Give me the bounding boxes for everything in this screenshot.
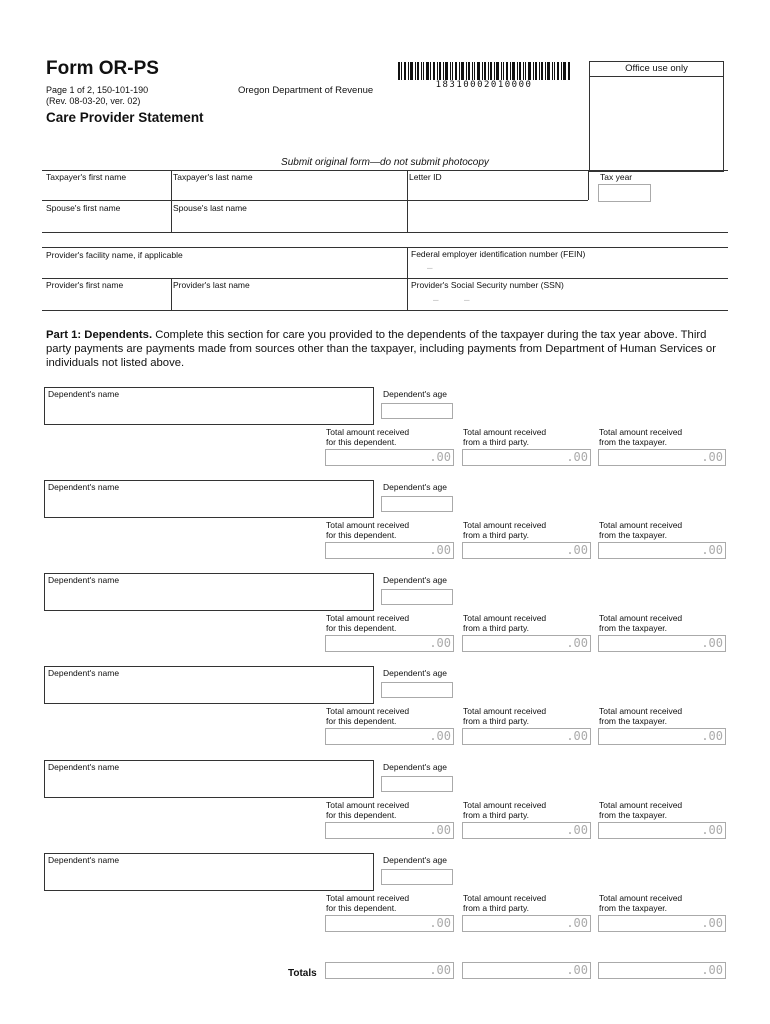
total-amount-input[interactable]: .00	[325, 822, 454, 839]
totals-taxpayer-input[interactable]: .00	[598, 962, 726, 979]
third-party-amount-label: Total amount received from a third party.	[463, 706, 547, 726]
taxpayer-amount-label: Total amount received from the taxpayer.	[599, 706, 683, 726]
taxpayer-amount-input[interactable]: .00	[598, 822, 726, 839]
dependent-age-input[interactable]	[381, 869, 453, 885]
provider-last-name-label: Provider's last name	[173, 280, 250, 290]
barcode-number: 18310002010000	[435, 80, 533, 90]
dependent-age-label: Dependent's age	[383, 389, 448, 399]
dependent-name-label: Dependent's name	[48, 855, 120, 865]
fein-dash: –	[427, 263, 433, 274]
dependent-block	[0, 666, 770, 752]
third-party-amount-input[interactable]: .00	[462, 542, 591, 559]
dependent-age-input[interactable]	[381, 496, 453, 512]
provider-first-name-label: Provider's first name	[46, 280, 124, 290]
department-name: Oregon Department of Revenue	[238, 85, 374, 96]
form-subtitle: Care Provider Statement	[46, 110, 204, 125]
dependent-block	[0, 853, 770, 939]
dependent-name-field[interactable]	[44, 480, 374, 518]
dependent-block	[0, 480, 770, 566]
dependent-name-label: Dependent's name	[48, 482, 120, 492]
total-amount-input[interactable]: .00	[325, 915, 454, 932]
dependent-age-label: Dependent's age	[383, 482, 448, 492]
taxpayer-amount-label: Total amount received from the taxpayer.	[599, 613, 683, 633]
dependent-block	[0, 387, 770, 473]
dependent-age-input[interactable]	[381, 776, 453, 792]
dependent-name-field[interactable]	[44, 853, 374, 891]
third-party-amount-input[interactable]: .00	[462, 728, 591, 745]
revision-info: (Rev. 08-03-20, ver. 02)	[46, 96, 141, 106]
divider	[42, 278, 728, 279]
third-party-amount-label: Total amount received from a third party.	[463, 520, 547, 540]
dependent-block	[0, 573, 770, 659]
divider	[42, 310, 728, 311]
third-party-amount-input[interactable]: .00	[462, 915, 591, 932]
part1-text: Complete this section for care you provided to the dependents of the taxpayer during the tax year above. Third party payments are payments made from sources other than the taxpayer, including payments from Department of Human Services or individuals not listed above.	[46, 329, 716, 369]
total-amount-input[interactable]: .00	[325, 542, 454, 559]
tax-year-label: Tax year	[600, 172, 633, 182]
letter-id-label: Letter ID	[409, 172, 442, 182]
dependent-name-field[interactable]	[44, 387, 374, 425]
dependent-name-label: Dependent's name	[48, 762, 120, 772]
fein-label: Federal employer identification number (FEIN)	[411, 249, 586, 259]
dependent-block	[0, 760, 770, 846]
dependent-name-label: Dependent's name	[48, 668, 120, 678]
total-amount-label: Total amount received for this dependent.	[326, 800, 410, 820]
page-info: Page 1 of 2, 150-101-190	[46, 85, 149, 95]
spouse-first-name-label: Spouse's first name	[46, 203, 121, 213]
dependent-age-label: Dependent's age	[383, 855, 448, 865]
dependent-name-field[interactable]	[44, 573, 374, 611]
third-party-amount-label: Total amount received from a third party.	[463, 427, 547, 447]
total-amount-label: Total amount received for this dependent.	[326, 706, 410, 726]
dependent-name-label: Dependent's name	[48, 575, 120, 585]
office-use-label: Office use only	[590, 62, 723, 77]
submit-note: Submit original form—do not submit photocopy	[281, 157, 489, 168]
taxpayer-amount-input[interactable]: .00	[598, 449, 726, 466]
taxpayer-amount-input[interactable]: .00	[598, 635, 726, 652]
taxpayer-amount-label: Total amount received from the taxpayer.	[599, 427, 683, 447]
total-amount-label: Total amount received for this dependent.	[326, 893, 410, 913]
taxpayer-first-name-label: Taxpayer's first name	[46, 172, 127, 182]
dependent-age-label: Dependent's age	[383, 668, 448, 678]
dependent-age-label: Dependent's age	[383, 762, 448, 772]
totals-total-input[interactable]: .00	[325, 962, 454, 979]
total-amount-label: Total amount received for this dependent.	[326, 613, 410, 633]
divider	[42, 247, 728, 248]
part1-instructions	[46, 328, 728, 370]
taxpayer-amount-input[interactable]: .00	[598, 542, 726, 559]
dependent-name-field[interactable]	[44, 760, 374, 798]
third-party-amount-label: Total amount received from a third party.	[463, 893, 547, 913]
taxpayer-amount-label: Total amount received from the taxpayer.	[599, 800, 683, 820]
dependent-age-input[interactable]	[381, 403, 453, 419]
divider	[42, 200, 588, 201]
office-use-box	[589, 61, 724, 172]
taxpayer-amount-input[interactable]: .00	[598, 915, 726, 932]
tax-year-input[interactable]	[598, 184, 651, 202]
divider	[42, 232, 728, 233]
spouse-last-name-label: Spouse's last name	[173, 203, 247, 213]
dependent-age-input[interactable]	[381, 682, 453, 698]
total-amount-input[interactable]: .00	[325, 635, 454, 652]
dependent-name-label: Dependent's name	[48, 389, 120, 399]
total-amount-input[interactable]: .00	[325, 728, 454, 745]
divider	[42, 170, 588, 171]
taxpayer-amount-label: Total amount received from the taxpayer.	[599, 893, 683, 913]
totals-label: Totals	[288, 968, 317, 979]
divider	[588, 170, 728, 171]
total-amount-label: Total amount received for this dependent.	[326, 427, 410, 447]
taxpayer-amount-input[interactable]: .00	[598, 728, 726, 745]
third-party-amount-label: Total amount received from a third party.	[463, 800, 547, 820]
third-party-amount-input[interactable]: .00	[462, 635, 591, 652]
barcode-image	[398, 62, 570, 80]
third-party-amount-label: Total amount received from a third party.	[463, 613, 547, 633]
part1-heading: Part 1: Dependents.	[46, 329, 153, 341]
total-amount-label: Total amount received for this dependent.	[326, 520, 410, 540]
taxpayer-last-name-label: Taxpayer's last name	[173, 172, 253, 182]
ssn-dash: –	[464, 295, 470, 306]
dependent-age-label: Dependent's age	[383, 575, 448, 585]
totals-third-party-input[interactable]: .00	[462, 962, 591, 979]
third-party-amount-input[interactable]: .00	[462, 449, 591, 466]
ssn-label: Provider's Social Security number (SSN)	[411, 280, 564, 290]
dependent-name-field[interactable]	[44, 666, 374, 704]
total-amount-input[interactable]: .00	[325, 449, 454, 466]
dependent-age-input[interactable]	[381, 589, 453, 605]
facility-name-label: Provider's facility name, if applicable	[46, 250, 183, 260]
ssn-dash: –	[433, 295, 439, 306]
taxpayer-amount-label: Total amount received from the taxpayer.	[599, 520, 683, 540]
form-title: Form OR-PS	[46, 58, 159, 79]
third-party-amount-input[interactable]: .00	[462, 822, 591, 839]
